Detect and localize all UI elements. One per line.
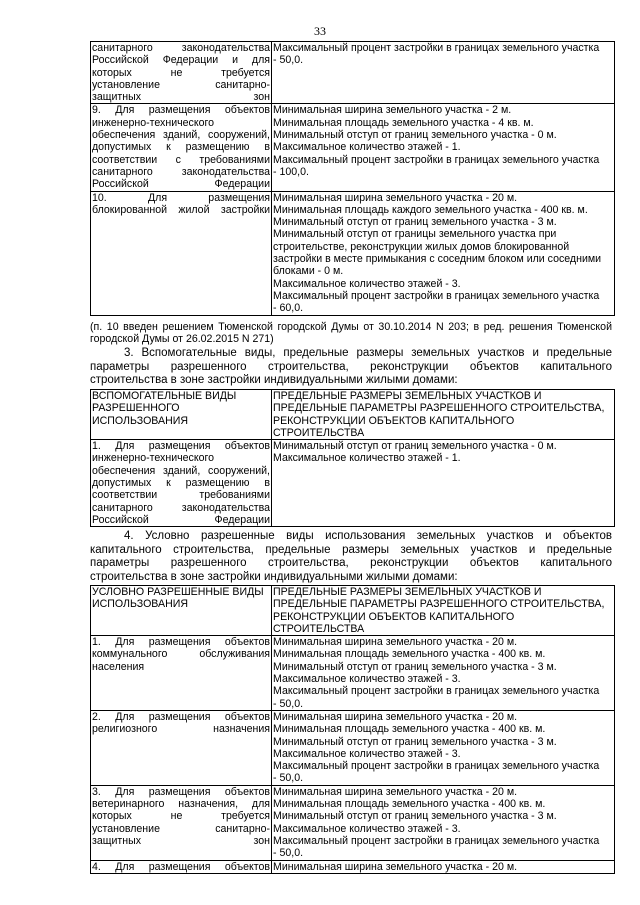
text-line: 9. Для размещения объектов — [92, 104, 270, 117]
text-line: обеспечения зданий, сооружений, — [92, 129, 270, 142]
cell-parameters — [272, 191, 615, 315]
cell-parameters — [272, 104, 615, 191]
text-line: Минимальный отступ от границ земельного участка - 3 м. — [273, 660, 557, 673]
conditional-uses-table — [90, 585, 615, 874]
text-line: защитных зон — [92, 91, 270, 104]
text-line: Минимальный отступ от границ земельного участка - 0 м. — [273, 440, 557, 453]
text-line: Максимальный процент застройки в границах земельного участка — [273, 685, 600, 698]
land-use-table-main — [90, 41, 615, 316]
text-line: Минимальная ширина земельного участка - 2 м. — [273, 104, 512, 117]
cell-parameters — [272, 785, 615, 860]
text-line: Минимальная ширина земельного участка - 20 м. — [273, 860, 518, 873]
text-line: инженерно-технического — [92, 452, 214, 465]
text-line: Минимальная площадь каждого земельного участка - 400 кв. м. — [273, 203, 588, 216]
text-line: Максимальный процент застройки в границах земельного участка — [273, 289, 600, 302]
text-line: РЕКОНСТРУКЦИИ ОБЪЕКТОВ КАПИТАЛЬНОГО — [273, 610, 515, 623]
header-cell-parameters — [272, 390, 615, 440]
header-cell-use-type — [91, 586, 272, 636]
text-line: Максимальный процент застройки в границах земельного участка — [273, 760, 600, 773]
text-line: установление санитарно- — [92, 78, 270, 91]
text-line: 2. Для размещения объектов — [92, 710, 270, 723]
page-number: 33 — [314, 24, 326, 38]
text-line: Минимальная ширина земельного участка - 20 м. — [273, 785, 518, 798]
table-row — [91, 636, 615, 711]
text-line: 1. Для размещения объектов — [92, 440, 270, 453]
text-line: Минимальный отступ от границ земельного участка - 3 м. — [273, 735, 557, 748]
table-row — [91, 104, 615, 191]
cell-parameters — [272, 42, 615, 104]
text-line: 3. Для размещения объектов — [92, 785, 270, 798]
text-line: застройки в месте примыкания с соседним блоком или соседними — [273, 253, 602, 266]
text-line: - 50,0. — [273, 847, 304, 860]
cell-use-type — [91, 104, 272, 191]
text-line: ИСПОЛЬЗОВАНИЯ — [92, 598, 189, 611]
text-line: Российской Федерации и для — [92, 54, 270, 67]
text-line: РЕКОНСТРУКЦИИ ОБЪЕКТОВ КАПИТАЛЬНОГО — [273, 414, 515, 427]
text-line: ВСПОМОГАТЕЛЬНЫЕ ВИДЫ — [92, 390, 237, 402]
table-row — [91, 42, 615, 104]
paragraph-line: 4. Условно разрешенные виды использования земельных участков и объектов — [124, 530, 612, 542]
text-line: - 60,0. — [273, 302, 304, 315]
text-line: 4. Для размещения объектов — [92, 860, 270, 873]
auxiliary-uses-table — [90, 389, 615, 527]
section-3-paragraph — [90, 347, 612, 388]
text-line: Максимальный процент застройки в границах земельного участка — [273, 153, 600, 166]
text-line: РАЗРЕШЕННОГО — [92, 402, 180, 415]
text-line: религиозного назначения — [92, 723, 270, 736]
text-line: Российской Федерации — [92, 513, 270, 526]
text-line: - 100,0. — [273, 165, 309, 178]
paragraph-line: параметры разрешенного строительства, реконструкции объектов капитального — [90, 557, 612, 570]
paragraph-line: капитального строительства, предельные размеры земельных участков и предельные — [90, 543, 612, 556]
paragraph-line: 3. Вспомогательные виды, предельные размеры земельных участков и предельные — [124, 347, 612, 359]
table-row — [91, 785, 615, 860]
text-line: Минимальная ширина земельного участка - 20 м. — [273, 636, 518, 649]
section-4-paragraph — [90, 530, 612, 584]
text-line: Минимальная ширина земельного участка - 20 м. — [273, 191, 518, 204]
cell-use-type — [91, 860, 272, 873]
cell-use-type — [91, 191, 272, 315]
text-line: городской Думы от 26.02.2015 N 271) — [90, 333, 274, 346]
text-line: Минимальная площадь земельного участка - 400 кв. м. — [273, 648, 546, 661]
cell-parameters — [272, 710, 615, 785]
text-line: 1. Для размещения объектов — [92, 636, 270, 649]
cell-use-type — [91, 42, 272, 104]
text-line: - 50,0. — [273, 772, 304, 785]
text-line: санитарного законодательства — [92, 501, 270, 514]
text-line: (п. 10 введен решением Тюменской городской Думы от 30.10.2014 N 203; в ред. решения Тюменской — [90, 321, 612, 333]
text-line: допустимых к размещению в — [92, 141, 270, 154]
text-line: Минимальный отступ от границ земельного участка - 3 м. — [273, 810, 557, 823]
text-line: санитарного законодательства — [92, 42, 270, 54]
table-header-row — [91, 586, 615, 636]
text-line: СТРОИТЕЛЬСТВА — [273, 622, 365, 635]
text-line: которых не требуется — [92, 810, 270, 823]
cell-parameters — [272, 636, 615, 711]
text-line: соответствии с требованиями — [92, 153, 270, 166]
table-row — [91, 860, 615, 873]
table-row — [91, 191, 615, 315]
text-line: Минимальная площадь земельного участка - 400 кв. м. — [273, 798, 546, 811]
text-line: ПРЕДЕЛЬНЫЕ РАЗМЕРЫ ЗЕМЕЛЬНЫХ УЧАСТКОВ И — [273, 390, 542, 402]
text-line: Максимальное количество этажей - 1. — [273, 141, 461, 154]
text-line: Максимальный процент застройки в границах земельного участка — [273, 42, 600, 54]
text-line: Максимальное количество этажей - 1. — [273, 452, 461, 465]
text-line: которых не требуется — [92, 66, 270, 79]
text-line: инженерно-технического — [92, 116, 214, 129]
text-line: Максимальное количество этажей - 3. — [273, 822, 461, 835]
text-line: СТРОИТЕЛЬСТВА — [273, 426, 365, 439]
text-line: Максимальный процент застройки в границах земельного участка — [273, 834, 600, 847]
cell-parameters — [272, 860, 615, 873]
amendment-note — [90, 321, 612, 346]
text-line: защитных зон — [92, 834, 270, 847]
text-line: ПРЕДЕЛЬНЫЕ ПАРАМЕТРЫ РАЗРЕШЕННОГО СТРОИТЕЛЬСТВА, — [273, 402, 605, 415]
text-line: Минимальный отступ от границ земельного участка - 0 м. — [273, 129, 557, 142]
text-line: Минимальный отступ от границы земельного участка при — [273, 228, 557, 241]
cell-use-type — [91, 440, 272, 527]
text-line: блоками - 0 м. — [273, 265, 344, 278]
cell-use-type — [91, 710, 272, 785]
text-line: допустимых к размещению в — [92, 477, 270, 490]
cell-use-type — [91, 636, 272, 711]
table-row — [91, 710, 615, 785]
text-line: Минимальная площадь земельного участка - 4 кв. м. — [273, 116, 534, 129]
text-line: ПРЕДЕЛЬНЫЕ ПАРАМЕТРЫ РАЗРЕШЕННОГО СТРОИТЕЛЬСТВА, — [273, 598, 605, 611]
text-line: 10. Для размещения — [92, 191, 270, 204]
text-line: установление санитарно- — [92, 822, 270, 835]
text-line: соответствии требованиями — [92, 489, 270, 502]
text-line: ИСПОЛЬЗОВАНИЯ — [92, 414, 189, 427]
text-line: Минимальная ширина земельного участка - 20 м. — [273, 710, 518, 723]
text-line: обеспечения зданий, сооружений, — [92, 464, 270, 477]
text-line: Российской Федерации — [92, 178, 270, 191]
text-line: Максимальное количество этажей - 3. — [273, 747, 461, 760]
table-header-row — [91, 390, 615, 440]
header-cell-use-type — [91, 390, 272, 440]
text-line: - 50,0. — [273, 54, 304, 67]
text-line: УСЛОВНО РАЗРЕШЕННЫЕ ВИДЫ — [92, 586, 264, 598]
text-line: ПРЕДЕЛЬНЫЕ РАЗМЕРЫ ЗЕМЕЛЬНЫХ УЧАСТКОВ И — [273, 586, 542, 598]
text-line: Максимальное количество этажей - 3. — [273, 673, 461, 686]
text-line: ветеринарного назначения, для — [92, 798, 270, 811]
cell-use-type — [91, 785, 272, 860]
header-cell-parameters — [272, 586, 615, 636]
text-line: Минимальный отступ от границ земельного участка - 3 м. — [273, 216, 557, 229]
text-line: Максимальное количество этажей - 3. — [273, 277, 461, 290]
paragraph-line: строительства в зоне застройки индивидуальными жилыми домами: — [90, 374, 458, 387]
paragraph-line: строительства в зоне застройки индивидуальными жилыми домами: — [90, 570, 458, 583]
cell-parameters — [272, 440, 615, 527]
text-line: блокированной жилой застройки — [92, 203, 270, 216]
paragraph-line: параметры разрешенного строительства, реконструкции объектов капитального — [90, 360, 612, 373]
table-row — [91, 440, 615, 527]
text-line: - 50,0. — [273, 697, 304, 710]
text-line: населения — [92, 660, 145, 673]
text-line: санитарного законодательства — [92, 165, 270, 178]
text-line: коммунального обслуживания — [92, 648, 270, 661]
text-line: строительстве, реконструкции жилых домов блокированной — [273, 240, 570, 253]
text-line: Минимальная площадь земельного участка - 400 кв. м. — [273, 723, 546, 736]
